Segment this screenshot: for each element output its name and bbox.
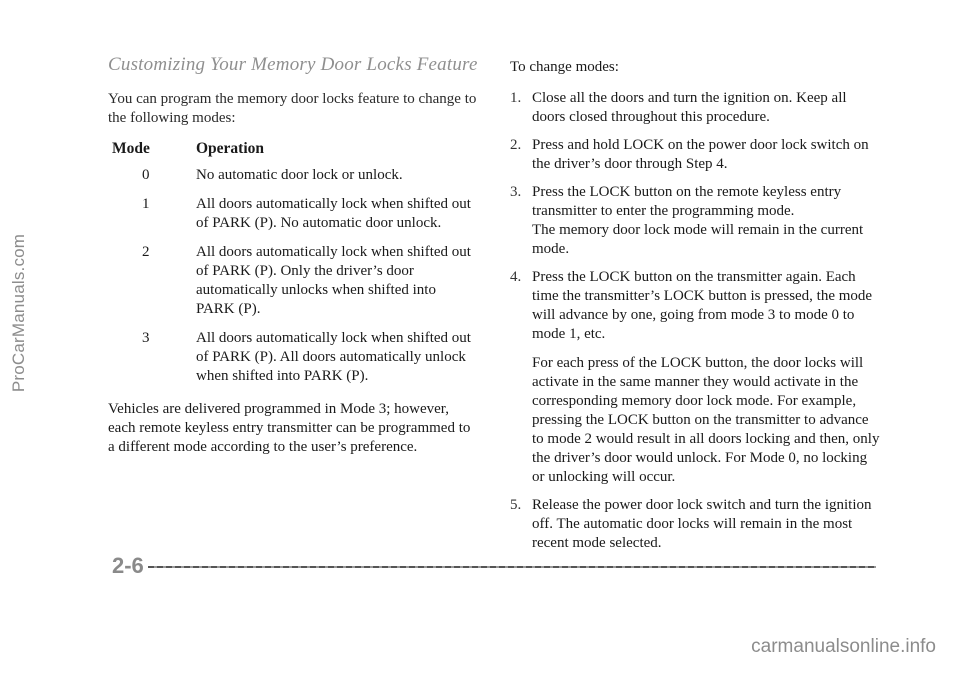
mode-operation: All doors automatically lock when shifted out of PARK (P). Only the driver’s door automatically unlocks when shifted into PARK (P). [196, 244, 471, 317]
step-body [532, 268, 882, 487]
table-row [108, 243, 478, 319]
table-row [108, 166, 478, 185]
step-number: 1. [510, 90, 522, 106]
mode-number: 2 [142, 244, 150, 260]
list-item [510, 496, 882, 553]
list-item [510, 268, 882, 487]
step-body [532, 136, 882, 174]
step-text: For each press of the LOCK button, the door locks will activate in the same manner they would activate in the corresponding memory door lock mode. For example, pressing the LOCK button on the transmitter to advance to mode 2 would result in all doors locking and then, only the driver’s door would unlock. For Mode 0, no locking or unlocking will occur. [532, 355, 880, 485]
step-body [532, 183, 882, 259]
to-change-heading: To change modes: [510, 59, 619, 75]
mode-operation: All doors automatically lock when shifted out of PARK (P). All doors automatically unlock when shifted into PARK (P). [196, 330, 471, 384]
step-text: Press the LOCK button on the remote keyless entry transmitter to enter the programming mode. [532, 184, 842, 219]
operation-column-header: Operation [196, 140, 265, 157]
intro-paragraph: You can program the memory door locks feature to change to the following modes: [108, 91, 477, 126]
steps-list [510, 89, 882, 553]
mode-operation: No automatic door lock or unlock. [196, 167, 403, 183]
side-watermark: ProCarManuals.com [9, 233, 28, 393]
mode-table-header [108, 140, 478, 158]
step-text: The memory door lock mode will remain in the current mode. [532, 222, 864, 257]
list-item [510, 183, 882, 259]
mode-number: 3 [142, 330, 150, 346]
mode-operation: All doors automatically lock when shifted out of PARK (P). No automatic door unlock. [196, 196, 471, 231]
step-body [532, 496, 882, 553]
step-text: Release the power door lock switch and turn the ignition off. The automatic door locks will remain in the most recent mode selected. [532, 497, 872, 551]
step-text: Press and hold LOCK on the power door lock switch on the driver’s door through Step 4. [532, 137, 869, 172]
footer-rule [148, 566, 876, 568]
left-column [108, 54, 478, 457]
step-text: Press the LOCK button on the transmitter again. Each time the transmitter’s LOCK button is pressed, the mode will advance by one, going from mode 3 to mode 0 to mode 1, etc. [532, 269, 873, 342]
list-item [510, 136, 882, 174]
right-column [510, 56, 882, 562]
list-item [510, 89, 882, 127]
table-row [108, 329, 478, 386]
page-number: 2-6 [112, 553, 144, 578]
table-row [108, 195, 478, 233]
mode-table [108, 140, 478, 386]
mode-number: 0 [142, 167, 150, 183]
mode-column-header: Mode [112, 140, 150, 157]
step-body [532, 89, 882, 127]
step-number: 5. [510, 497, 522, 513]
step-number: 4. [510, 269, 522, 285]
delivered-paragraph: Vehicles are delivered programmed in Mode 3; however, each remote keyless entry transmitter can be programmed to a different mode according to the user’s preference. [108, 401, 471, 455]
mode-number: 1 [142, 196, 150, 212]
step-number: 2. [510, 137, 522, 153]
step-number: 3. [510, 184, 522, 200]
step-text: Close all the doors and turn the ignition on. Keep all doors closed throughout this procedure. [532, 90, 847, 125]
section-title: Customizing Your Memory Door Locks Feature [108, 54, 478, 75]
bottom-watermark: carmanualsonline.info [751, 636, 936, 657]
